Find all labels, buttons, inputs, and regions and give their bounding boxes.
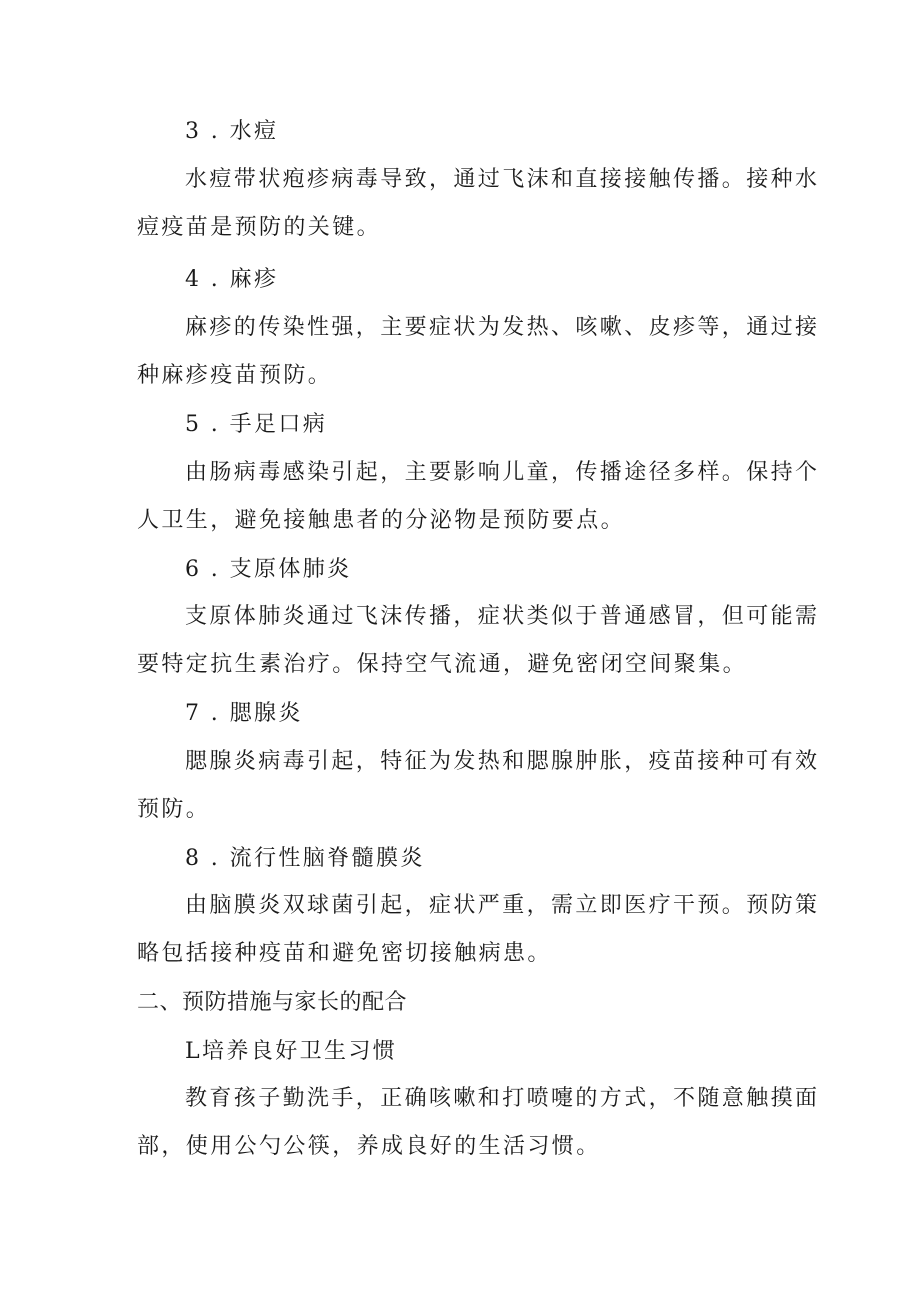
paragraph-line: 略包括接种疫苗和避免密切接触病患。 [137, 941, 552, 966]
item-heading: 4 . 麻疹 [185, 267, 279, 292]
sub-heading: L培养良好卫生习惯 [185, 1039, 398, 1064]
item-paragraph [137, 304, 820, 400]
paragraph-line: 由脑膜炎双球菌引起，症状严重，需立即医疗干预。预防策 [185, 893, 820, 918]
paragraph-line: 部，使用公勺公筷，养成良好的生活习惯。 [137, 1134, 601, 1159]
paragraph-line: 水痘带状疱疹病毒导致，通过飞沫和直接接触传播。接种水 [185, 167, 820, 192]
section-title: 二、预防措施与家长的配合 [137, 990, 408, 1015]
paragraph-line: 腮腺炎病毒引起，特征为发热和腮腺肿胀，疫苗接种可有效 [185, 749, 820, 774]
item-heading: 6 . 支原体肺炎 [185, 557, 352, 582]
item-paragraph [137, 738, 820, 834]
paragraph-line: 由肠病毒感染引起，主要影响儿童，传播途径多样。保持个 [185, 460, 820, 485]
item-heading: 3 . 水痘 [185, 119, 279, 144]
item-heading: 8 . 流行性脑脊髓膜炎 [185, 846, 425, 871]
paragraph-line: 预防。 [137, 797, 211, 822]
item-heading: 5 . 手足口病 [185, 412, 328, 437]
item-paragraph [137, 449, 820, 545]
paragraph-line: 种麻疹疫苗预防。 [137, 363, 333, 388]
paragraph-line: 支原体肺炎通过飞沫传播，症状类似于普通感冒，但可能需 [185, 604, 820, 629]
item-paragraph [137, 882, 820, 978]
paragraph-line: 痘疫苗是预防的关键。 [137, 215, 382, 240]
section-paragraph [137, 1075, 820, 1171]
item-heading: 7 . 腮腺炎 [185, 701, 303, 726]
paragraph-line: 要特定抗生素治疗。保持空气流通，避免密闭空间聚集。 [137, 652, 748, 677]
item-paragraph [137, 156, 820, 252]
item-paragraph [137, 593, 820, 689]
paragraph-line: 人卫生，避免接触患者的分泌物是预防要点。 [137, 508, 626, 533]
paragraph-line: 麻疹的传染性强，主要症状为发热、咳嗽、皮疹等，通过接 [185, 315, 820, 340]
paragraph-line: 教育孩子勤洗手，正确咳嗽和打喷嚏的方式，不随意触摸面 [185, 1086, 820, 1111]
